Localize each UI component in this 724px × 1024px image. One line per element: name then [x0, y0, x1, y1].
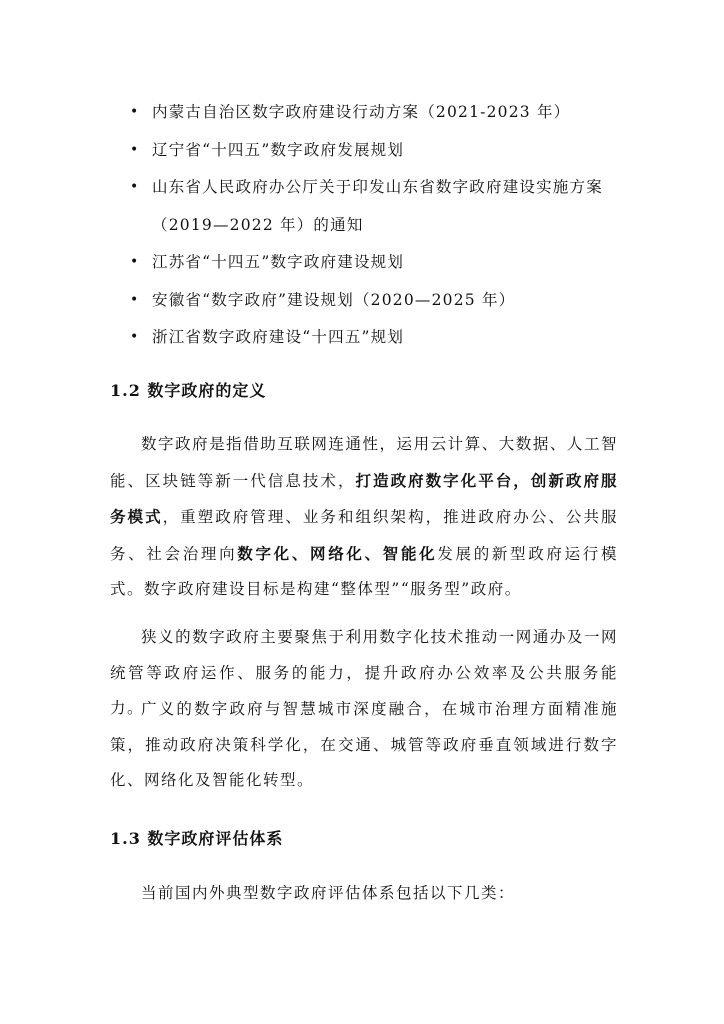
narrow-definition-paragraph: 狭义的数字政府主要聚焦于利用数字化技术推动一网通办及一网统管等政府运作、服务的能力，提升政府办公效率及公共服务能力。 — [110, 628, 618, 718]
emphasis-text: 打造政府数字化平台，创新政府服务模式 — [110, 470, 618, 527]
bullet-icon: • — [130, 141, 140, 158]
evaluation-intro-paragraph: 当前国内外典型数字政府评估体系包括以下几类： — [141, 884, 516, 902]
section-heading-1-2: 1.2 数字政府的定义 — [110, 381, 267, 400]
bullet-icon: • — [130, 254, 140, 270]
list-item: • 安徽省“数字政府”建设规划（2020—2025 年） — [108, 282, 628, 320]
definition-paragraph: 数字政府是指借助互联网连通性，运用云计算、大数据、人工智能、区块链等新一代信息技术，打造政府数字化平台，创新政府服务模式，重塑政府管理、业务和组织架构，推进政府办公、公共服务、社会治理向数字化、网络化、智能化发展的新型政府运行模式。数字政府建设目标是构建“整体型”“服务型”政府。 — [110, 435, 618, 599]
list-item: • 辽宁省“十四五”数字政府发展规划 — [108, 132, 628, 170]
list-item: • 内蒙古自治区数字政府建设行动方案（2021-2023 年） — [108, 94, 628, 132]
list-item: • 山东省人民政府办公厅关于印发山东省数字政府建设实施方案（2019—2022 年）的通知 — [108, 169, 628, 244]
plan-list — [108, 94, 628, 357]
bullet-icon: • — [130, 291, 140, 308]
emphasis-text: 数字化、网络化、智能化 — [237, 543, 438, 563]
list-item: • 江苏省“十四五”数字政府建设规划 — [108, 244, 628, 282]
bullet-icon: • — [130, 329, 140, 345]
list-item: • 浙江省数字政府建设“十四五”规划 — [108, 319, 628, 357]
bullet-icon: • — [130, 179, 140, 195]
bullet-icon: • — [130, 104, 140, 120]
broad-definition-paragraph: 广义的数字政府与智慧城市深度融合，在城市治理方面精准施策，推动政府决策科学化，在交通、城管等政府垂直领域进行数字化、网络化及智能化转型。 — [110, 700, 618, 790]
section-heading-1-3: 1.3 数字政府评估体系 — [110, 829, 284, 848]
